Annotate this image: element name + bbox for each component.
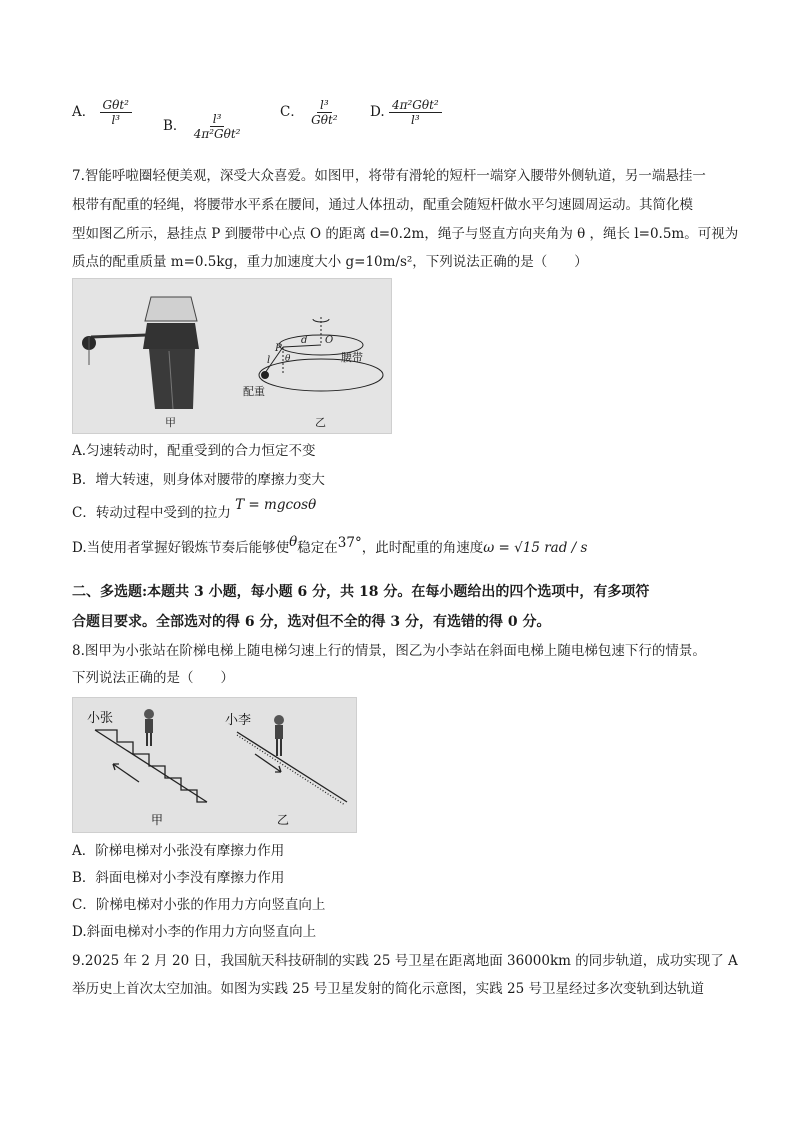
q9-stem-line1: 9.2025 年 2 月 20 日，我国航天科技研制的实践 25 号卫星在距离地面 36000km 的同步轨道，成功实现了 A <box>72 953 738 969</box>
fig-label-l: l <box>267 355 271 366</box>
numerator: l³ <box>317 98 332 113</box>
escalator-illustration <box>73 698 356 832</box>
denominator: l³ <box>111 113 121 127</box>
q8-stem-line2: 下列说法正确的是（ ） <box>72 670 234 686</box>
fraction <box>191 112 244 141</box>
hula-hoop-illustration <box>73 279 391 433</box>
fig-label-jia: 甲 <box>151 813 164 827</box>
fig-label-zhang: 小张 <box>87 711 114 726</box>
fig-label-yi: 乙 <box>277 813 290 827</box>
q7-stem-line3: 型如图乙所示，悬挂点 P 到腰带中心点 O 的距离 d=0.2m，绳子与竖直方向夹角为 θ ，绳长 l=0.5m。可视为 <box>72 226 739 242</box>
section2-heading-line1: 二、多选题:本题共 3 小题，每小题 6 分，共 18 分。在每小题给出的四个选项中，有多项符 <box>72 584 650 600</box>
theta-symbol: θ <box>289 534 298 550</box>
q8-option-a: A．阶梯电梯对小张没有摩擦力作用 <box>72 843 285 859</box>
q6-option-b <box>163 112 244 141</box>
fig-label-d: d <box>301 335 308 346</box>
fraction <box>100 98 132 127</box>
fig-label-O: O <box>325 335 334 346</box>
q8-option-d: D.斜面电梯对小李的作用力方向竖直向上 <box>72 924 317 940</box>
fraction <box>389 98 442 127</box>
tension-formula: T = mgcosθ <box>235 497 317 513</box>
q9-stem-line2: 举历史上首次太空加油。如图为实践 25 号卫星发射的简化示意图，实践 25 号卫星经过多次变轨到达轨道 <box>72 981 705 997</box>
fraction <box>308 98 340 127</box>
denominator: Gθt² <box>311 113 338 127</box>
option-label: B． <box>163 118 187 134</box>
q6-option-c <box>280 98 341 127</box>
q7-option-c <box>72 497 317 523</box>
denominator: 4π²Gθt² <box>193 127 241 141</box>
option-label: C． <box>280 104 304 120</box>
option-label: A． <box>72 104 96 120</box>
angle-value: 37° <box>337 535 362 551</box>
option-text-tail: ，此时配重的角速度 <box>361 540 484 556</box>
numerator: Gθt² <box>100 98 132 113</box>
q7-figure <box>72 278 392 434</box>
fig-label-weight: 配重 <box>243 385 265 398</box>
fig-label-P: P <box>275 343 282 354</box>
q7-stem-line1: 7.智能呼啦圈轻便美观，深受大众喜爱。如图甲，将带有滑轮的短杆一端穿入腰带外侧轨道，另一端悬挂一 <box>72 168 706 184</box>
section2-heading-line2: 合题目要求。全部选对的得 6 分，选对但不全的得 3 分，有选错的得 0 分。 <box>72 614 551 630</box>
q7-option-a: A.匀速转动时，配重受到的合力恒定不变 <box>72 443 316 459</box>
q8-option-b: B．斜面电梯对小李没有摩擦力作用 <box>72 870 285 886</box>
q6-option-d <box>370 98 442 127</box>
q7-stem-line2: 根带有配重的轻绳，将腰带水平系在腰间，通过人体扭动，配重会随短杆做水平匀速圆周运动。其简化模 <box>72 197 693 213</box>
angular-velocity-formula: ω = √15 rad / s <box>483 540 588 556</box>
q8-option-c: C．阶梯电梯对小张的作用力方向竖直向上 <box>72 897 326 913</box>
denominator: l³ <box>411 113 420 127</box>
fig-label-yi: 乙 <box>315 416 326 429</box>
fig-label-theta: θ <box>285 354 291 364</box>
q7-option-d <box>72 534 588 558</box>
option-text: C．转动过程中受到的拉力 <box>72 505 231 521</box>
q8-stem-line1: 8.图甲为小张站在阶梯电梯上随电梯匀速上行的情景，图乙为小李站在斜面电梯上随电梯包速下行的情景。 <box>72 643 706 659</box>
q6-option-a <box>72 98 132 127</box>
option-text: D.当使用者掌握好锻炼节奏后能够使 <box>72 540 290 556</box>
fig-label-li: 小李 <box>225 713 252 728</box>
numerator: l³ <box>210 112 225 127</box>
q7-option-b: B．增大转速，则身体对腰带的摩擦力变大 <box>72 472 325 488</box>
numerator: 4π²Gθt² <box>389 98 442 113</box>
q8-figure <box>72 697 357 833</box>
option-text-mid: 稳定在 <box>297 540 338 556</box>
q7-stem-line4: 质点的配重质量 m=0.5kg，重力加速度大小 g=10m/s²，下列说法正确的是（ ） <box>72 254 588 270</box>
fig-label-jia: 甲 <box>165 416 176 429</box>
fig-label-belt: 腰带 <box>341 351 363 364</box>
option-label: D. <box>370 104 385 120</box>
